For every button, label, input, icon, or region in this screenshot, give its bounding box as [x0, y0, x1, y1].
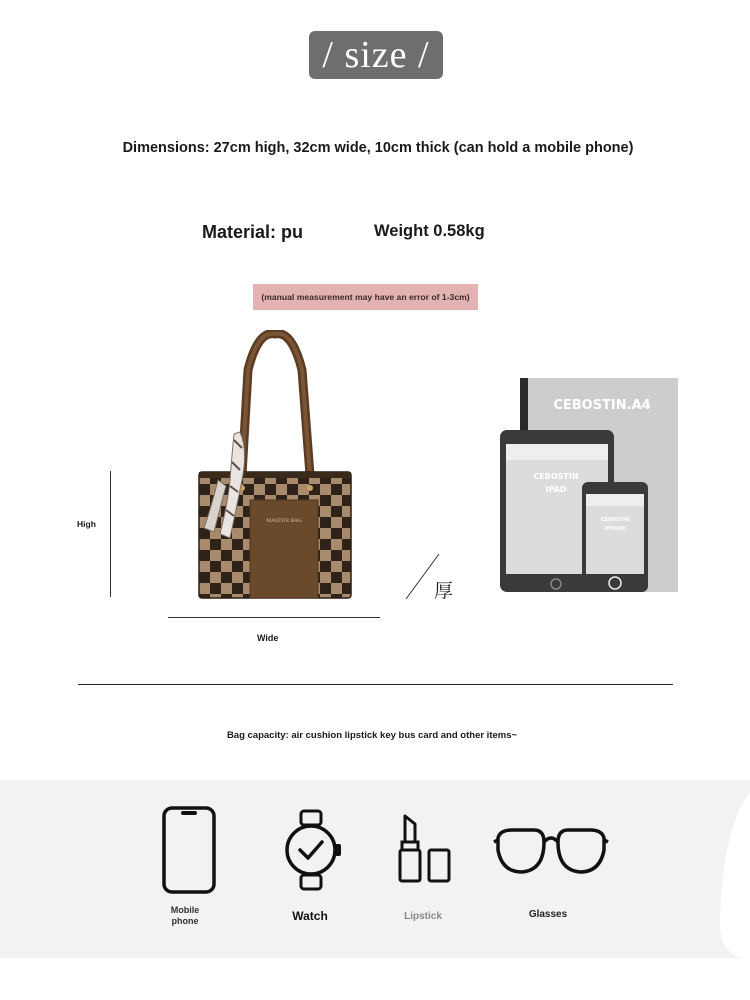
size-comparison-devices-image — [498, 376, 680, 594]
dimensions-text: Dimensions: 27cm high, 32cm wide, 10cm thick (can hold a mobile phone) — [122, 140, 634, 156]
size-header-badge: / size / — [309, 31, 443, 79]
mobile-phone-icon — [160, 805, 218, 895]
tote-bag-image — [190, 330, 360, 602]
items-band — [0, 780, 750, 958]
watch-icon — [284, 808, 346, 892]
capacity-text: Bag capacity: air cushion lipstick key bus card and other items~ — [226, 730, 518, 741]
ipad-label-line2: IPAD — [545, 485, 567, 494]
glasses-label: Glasses — [528, 909, 568, 920]
material-text: Material: pu — [202, 222, 304, 242]
a4-label: CEBOSTIN.A4 — [553, 398, 651, 413]
width-label: Wide — [257, 633, 279, 643]
glasses-icon — [492, 826, 610, 878]
height-measure-line — [110, 471, 111, 597]
weight-text: Weight 0.58kg — [374, 222, 485, 240]
thickness-label: 厚 — [434, 580, 454, 602]
lipstick-icon — [396, 812, 454, 884]
iphone-label-line1: CEBOSTIN — [600, 517, 630, 523]
width-measure-line — [168, 617, 380, 618]
iphone-label-line2: IPHONE — [604, 526, 626, 532]
section-divider — [78, 684, 673, 685]
mobile-phone-label — [160, 905, 210, 927]
watch-label: Watch — [292, 909, 328, 923]
mobile-phone-label-line2: phone — [171, 916, 199, 926]
mobile-phone-label-line1: Mobile — [170, 905, 200, 915]
ipad-label-line1: CEBOSTIN — [533, 472, 579, 481]
height-label: High — [77, 519, 96, 529]
bag-logo-text: MASTER BAG — [266, 518, 302, 524]
measurement-note: (manual measurement may have an error of 1-3cm) — [253, 284, 478, 310]
lipstick-label: Lipstick — [404, 911, 442, 922]
